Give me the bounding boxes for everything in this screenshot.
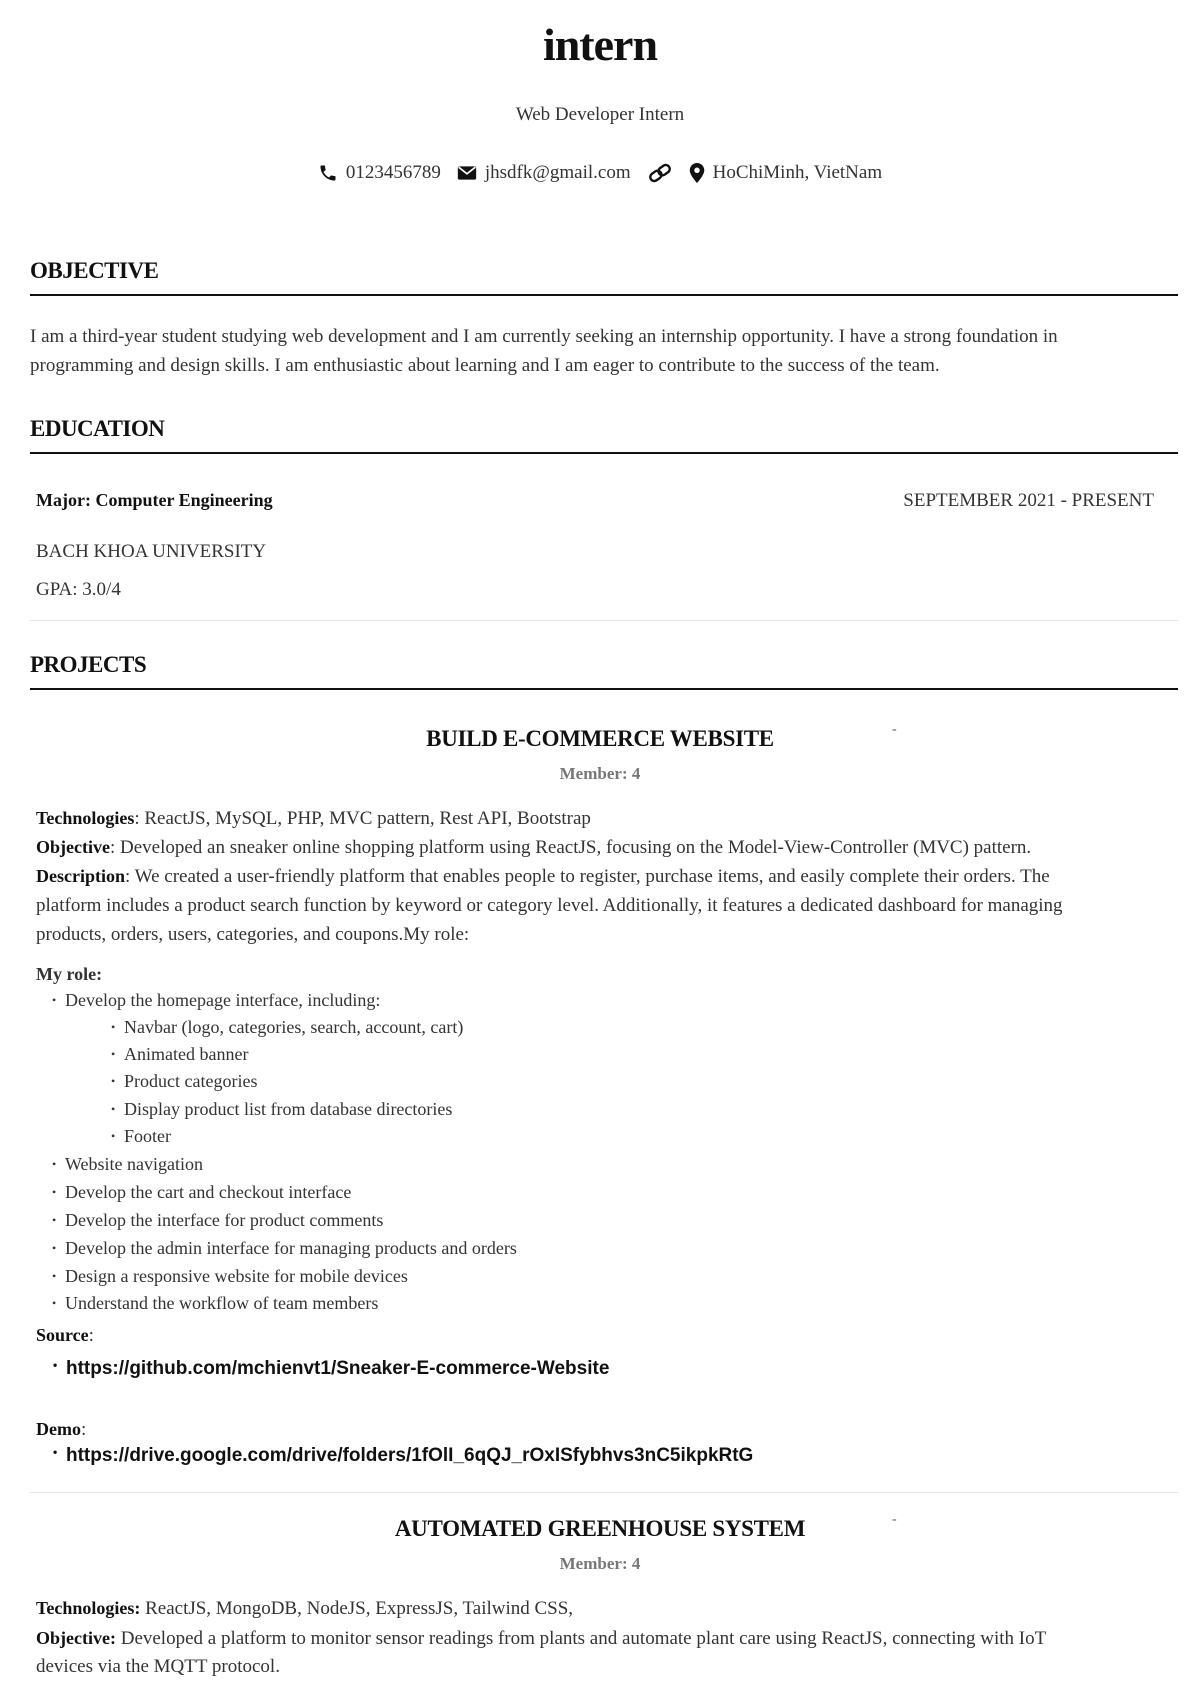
objective-line-1: I am a third-year student studying web development and I am currently seeking an internship opportunity. I have a strong foundation in — [30, 326, 1058, 347]
contact-bar — [0, 162, 1200, 184]
candidate-role: Web Developer Intern — [515, 104, 685, 125]
project-2-objective-2: devices via the MQTT protocol. — [36, 1656, 280, 1677]
project-1-role-label: My role: — [36, 964, 103, 984]
location-contact — [689, 162, 883, 184]
project-2-technologies: Technologies: ReactJS, MongoDB, NodeJS, ExpressJS, Tailwind CSS, — [36, 1598, 574, 1619]
project-1-source-label: Source: — [36, 1325, 94, 1346]
role-item: • Website navigation — [65, 1151, 203, 1177]
role-item: • Design a responsive website for mobile devices — [65, 1263, 408, 1289]
project-1-description-3: products, orders, users, categories, and coupons.My role: — [36, 924, 470, 945]
location-pin-icon — [689, 163, 705, 183]
objective-line-2: programming and design skills. I am enthusiastic about learning and I am eager to contribute to the success of the team. — [30, 355, 940, 376]
phone-number: 0123456789 — [345, 162, 441, 183]
education-rule — [30, 452, 1178, 454]
project-1-technologies: Technologies: ReactJS, MySQL, PHP, MVC pattern, Rest API, Bootstrap — [36, 808, 591, 829]
email-contact[interactable] — [457, 162, 631, 184]
project-2-dash: - — [892, 1512, 897, 1527]
role-item: • Develop the cart and checkout interface — [65, 1179, 351, 1205]
project-2-objective: Objective: Developed a platform to monitor sensor readings from plants and automate plant care using ReactJS, connecting with IoT — [36, 1628, 1047, 1649]
education-heading: EDUCATION — [30, 416, 165, 441]
role-item: • Develop the homepage interface, including: — [65, 987, 380, 1013]
project-1-dash: - — [892, 722, 897, 737]
role-item: • Develop the admin interface for managing products and orders — [65, 1235, 517, 1261]
education-gpa: GPA: 3.0/4 — [36, 579, 121, 600]
project-1-description-2: platform includes a product search function by keyword or category level. Additionally, it features a dedicated dashboard for managing — [36, 895, 1063, 916]
role-item: • Develop the interface for product comments — [65, 1207, 383, 1233]
phone-contact — [318, 162, 441, 184]
project-2-title: AUTOMATED GREENHOUSE SYSTEM — [394, 1516, 806, 1541]
project-1-description: Description: We created a user-friendly platform that enables people to register, purchase items, and easily complete their orders. The — [36, 866, 1050, 887]
project-1-member: Member: 4 — [559, 764, 641, 783]
location-text: HoChiMinh, VietNam — [712, 162, 883, 183]
role-subitem: • Display product list from database directories — [124, 1096, 452, 1122]
role-item: • Understand the workflow of team members — [65, 1290, 378, 1316]
objective-rule — [30, 294, 1178, 296]
candidate-name: intern — [542, 19, 658, 70]
project-2-member: Member: 4 — [559, 1554, 641, 1573]
project-1-objective: Objective: Developed an sneaker online shopping platform using ReactJS, focusing on the Model-View-Controller (MVC) pattern. — [36, 837, 1032, 858]
link-contact[interactable] — [647, 163, 673, 183]
project-1-title: BUILD E-COMMERCE WEBSITE — [426, 726, 774, 751]
role-subitem: • Product categories — [124, 1068, 257, 1094]
role-subitem: • Navbar (logo, categories, search, account, cart) — [124, 1014, 463, 1040]
project-1-demo-label: Demo: — [36, 1419, 87, 1440]
education-school: BACH KHOA UNIVERSITY — [36, 541, 267, 562]
objective-heading: OBJECTIVE — [30, 258, 159, 283]
envelope-icon — [457, 165, 477, 181]
education-divider — [30, 620, 1178, 621]
project-1-source-link[interactable]: • https://github.com/mchienvt1/Sneaker-E-commerce-Website — [66, 1358, 609, 1380]
role-subitem: • Animated banner — [124, 1041, 248, 1067]
projects-heading: PROJECTS — [30, 652, 147, 677]
education-dates: SEPTEMBER 2021 - PRESENT — [903, 490, 1154, 511]
education-major: Major: Computer Engineering — [36, 490, 273, 510]
email-address[interactable]: jhsdfk@gmail.com — [484, 162, 631, 183]
link-icon[interactable] — [647, 163, 673, 183]
projects-rule — [30, 688, 1178, 690]
phone-icon — [318, 163, 338, 183]
project-divider — [30, 1492, 1178, 1493]
role-subitem: • Footer — [124, 1123, 171, 1149]
project-1-demo-link[interactable]: • https://drive.google.com/drive/folders/1fOlI_6qQJ_rOxISfybhvs3nC5ikpkRtG — [66, 1445, 753, 1467]
